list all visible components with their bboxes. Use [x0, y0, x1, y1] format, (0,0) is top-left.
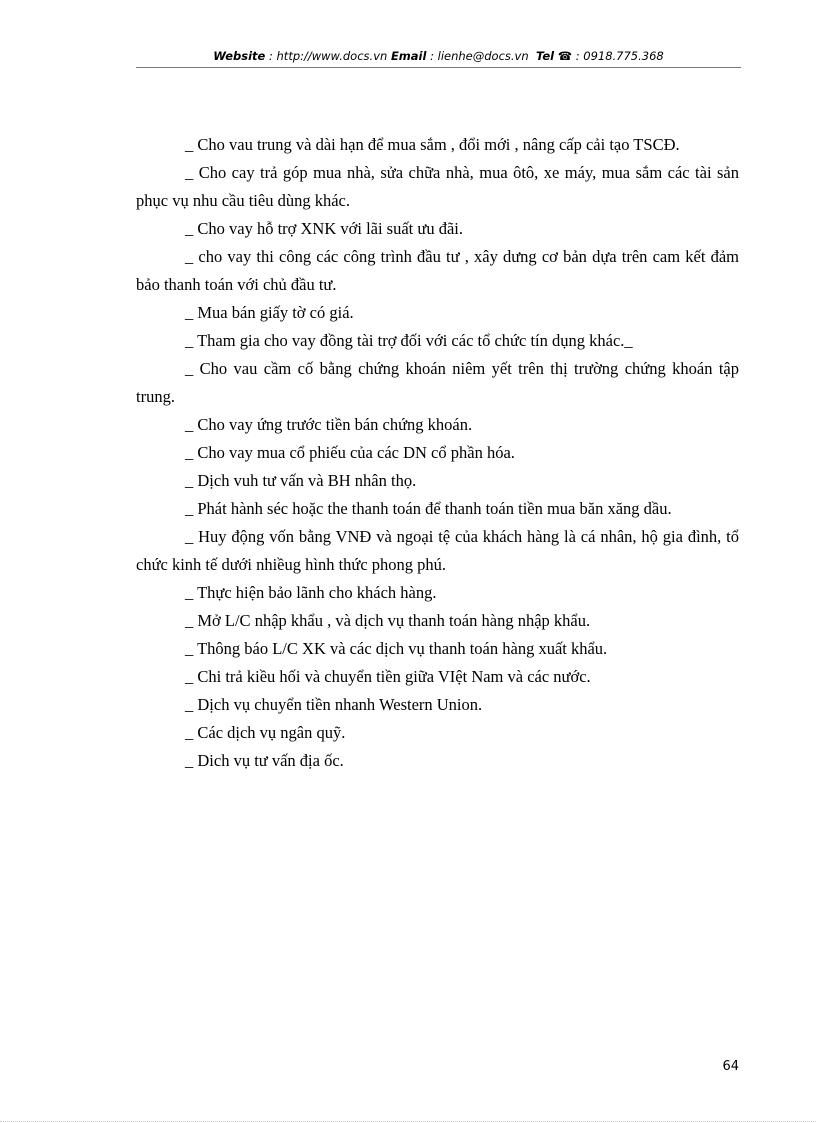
- paragraph-5: _ Mua bán giấy tờ có giá.: [185, 303, 354, 322]
- paragraph-2: _ Cho cay trả góp mua nhà, sửa chữa nhà, mua ôtô, xe máy, mua sắm các tài sản phục vụ nhu cầu tiêu dùng khác.: [136, 163, 739, 210]
- header-divider: [136, 67, 741, 68]
- paragraph-9: _ Cho vay mua cổ phiếu của các DN cổ phần hóa.: [185, 443, 515, 462]
- paragraph-17: _ Dịch vụ chuyển tiền nhanh Western Union.: [185, 695, 483, 714]
- paragraph-4: _ cho vay thi công các công trình đầu tư , xây dưng cơ bản dựa trên cam kết đảm bảo thanh toán với chủ đầu tư.: [136, 247, 739, 294]
- paragraph-14: _ Mở L/C nhập khẩu , và dịch vụ thanh toán hàng nhập khẩu.: [185, 611, 591, 630]
- paragraph-12: _ Huy động vốn bằng VNĐ và ngoại tệ của khách hàng là cá nhân, hộ gia đình, tổ chức kinh tế dưới nhiềug hình thức phong phú.: [136, 527, 739, 574]
- email-separator: :: [426, 49, 438, 63]
- paragraph-7: _ Cho vau cầm cố bằng chứng khoán niêm yết trên thị trường chứng khoán tập trung.: [136, 359, 739, 406]
- website-url[interactable]: http://www.docs.vn: [276, 49, 388, 63]
- email-label: Email: [390, 49, 427, 63]
- paragraph-13: _ Thực hiện bảo lãnh cho khách hàng.: [185, 583, 437, 602]
- tel-number: 0918.775.368: [583, 49, 664, 63]
- paragraph-11: _ Phát hành séc hoặc the thanh toán để thanh toán tiền mua băn xăng dầu.: [185, 499, 672, 518]
- tel-label: Tel: [535, 49, 555, 63]
- paragraph-18: _ Các dịch vụ ngân quỹ.: [185, 723, 346, 742]
- tel-separator: :: [572, 49, 584, 63]
- paragraph-6: _ Tham gia cho vay đồng tài trợ đối với các tổ chức tín dụng khác._: [185, 331, 633, 350]
- page-number: 64: [722, 1059, 739, 1074]
- paragraph-16: _ Chi trả kiều hối và chuyển tiền giữa VIệt Nam và các nước.: [185, 667, 591, 686]
- page-bottom-border: [0, 1121, 816, 1122]
- telephone-icon: ☎: [557, 49, 573, 63]
- page-header: [136, 47, 741, 65]
- paragraph-15: _ Thông báo L/C XK và các dịch vụ thanh toán hàng xuất khẩu.: [185, 639, 608, 658]
- website-separator: :: [265, 49, 277, 63]
- email-address[interactable]: lienhe@docs.vn: [437, 49, 529, 63]
- paragraph-3: _ Cho vay hỗ trợ XNK với lãi suất ưu đãi.: [185, 219, 463, 238]
- paragraph-10: _ Dịch vuh tư vấn và BH nhân thọ.: [185, 471, 417, 490]
- website-label: Website: [213, 49, 266, 63]
- paragraph-8: _ Cho vay ứng trước tiền bán chứng khoán.: [185, 415, 473, 434]
- paragraph-1: _ Cho vau trung và dài hạn để mua sắm , đổi mới , nâng cấp cải tạo TSCĐ.: [185, 135, 680, 154]
- document-body: [136, 131, 739, 775]
- paragraph-19: _ Dich vụ tư vấn địa ốc.: [185, 751, 344, 770]
